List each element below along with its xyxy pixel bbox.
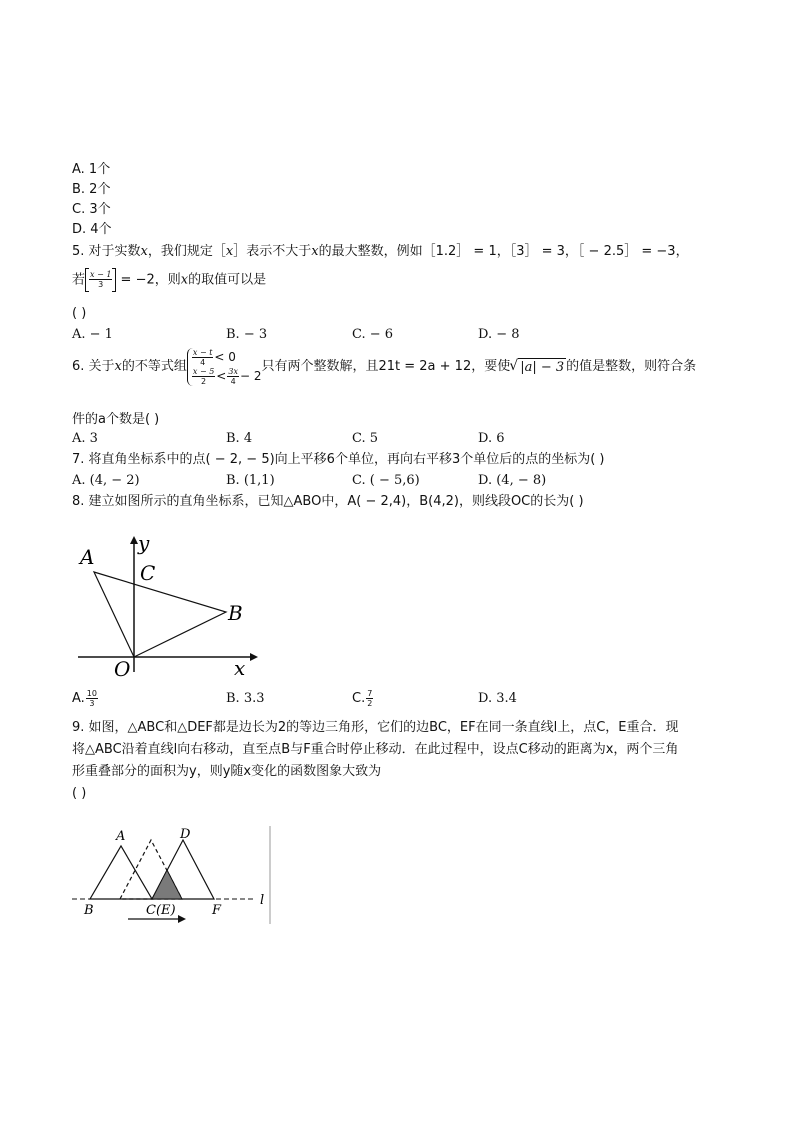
q5-option-d: D. − 8: [478, 327, 520, 342]
label-d: D: [180, 827, 191, 842]
q6-option-b: B. 4: [226, 431, 253, 446]
q8-text: 8. 建立如图所示的直角坐标系，已知△ABO中，A( − 2,4)，B(4,2)，则线段OC的长为( ): [72, 494, 584, 509]
y-axis-arrow: [130, 536, 138, 544]
q9-paren: ( ): [72, 786, 87, 801]
x-axis-arrow: [250, 653, 258, 661]
q7-option-a: A. (4, − 2): [72, 473, 140, 488]
q4-option-b: B. 2个: [72, 182, 111, 197]
q5-paren: ( ): [72, 306, 87, 321]
q4-option-a: A. 1个: [72, 162, 111, 177]
q7-text: 7. 将直角坐标系中的点( − 2, − 5)向上平移6个单位，再向右平移3个单位后的点的坐标为( ): [72, 452, 605, 467]
q8-option-c: C. $\frac{7}{2}$: [352, 689, 373, 708]
label-l: l: [260, 893, 265, 908]
move-arrow-head: [178, 915, 186, 923]
q8-figure: [70, 532, 260, 680]
label-a: A: [116, 829, 126, 844]
overlap-shaded: [152, 870, 182, 899]
q8-option-d: D. 3.4: [478, 691, 517, 706]
q6-line1: 6. 关于x的不等式组 $\frac{x - t}{4}$ < 0 $\frac{x - 5}{2}$ < $\frac{3x}{4}$ − 2 只有两个整数解，且21t = 2a + 12，要使√ |a| − 3 的值是整数，则符合条: [72, 348, 696, 386]
q5-option-c: C. − 6: [352, 327, 394, 342]
label-c: C: [140, 561, 156, 585]
q6-sqrt: √ |a| − 3: [518, 358, 566, 377]
q8-option-a: A. $\frac{10}{3}$: [72, 689, 97, 708]
q9-line2: 将△ABC沿着直线l向右移动，直至点B与F重合时停止移动．在此过程中，设点C移动的距离为x，两个三角: [72, 742, 679, 757]
q5-line1: 5. 对于实数x，我们规定［x］表示不大于x的最大整数，例如［1.2］ = 1，［3］ = 3，［ − 2.5］ = −3，: [72, 244, 689, 259]
q7-option-b: B. (1,1): [226, 473, 275, 488]
label-y: y: [138, 532, 150, 555]
q8-option-b: B. 3.3: [226, 691, 265, 706]
label-a: A: [80, 545, 95, 569]
triangle-abc: [90, 846, 152, 899]
label-b: B: [84, 903, 94, 918]
label-b: B: [228, 601, 243, 625]
q6-inequality-system: $\frac{x - t}{4}$ < 0 $\frac{x - 5}{2}$ < $\frac{3x}{4}$ − 2: [187, 348, 262, 386]
q5-option-b: B. − 3: [226, 327, 268, 342]
q6-line2: 件的a个数是( ): [72, 412, 160, 427]
label-x: x: [234, 656, 246, 680]
q5-line2: 若 $\frac{x - 1}{3}$ = −2，则x的取值可以是: [72, 268, 266, 293]
q7-option-c: C. ( − 5,6): [352, 473, 420, 488]
q5-option-a: A. − 1: [72, 327, 113, 342]
label-ce: C(E): [146, 903, 176, 918]
label-o: O: [114, 657, 131, 680]
q4-option-c: C. 3个: [72, 202, 111, 217]
q9-figure: [70, 822, 280, 928]
triangle-abo: [94, 572, 226, 657]
label-f: F: [212, 903, 222, 918]
q6-option-a: A. 3: [72, 431, 98, 446]
q6-option-d: D. 6: [478, 431, 505, 446]
q4-option-d: D. 4个: [72, 222, 112, 237]
q6-option-c: C. 5: [352, 431, 379, 446]
q7-option-d: D. (4, − 8): [478, 473, 547, 488]
q9-line3: 形重叠部分的面积为y，则y随x变化的函数图象大致为: [72, 764, 382, 779]
q9-line1: 9. 如图，△ABC和△DEF都是边长为2的等边三角形，它们的边BC，EF在同一条直线l上，点C，E重合．现: [72, 720, 679, 735]
